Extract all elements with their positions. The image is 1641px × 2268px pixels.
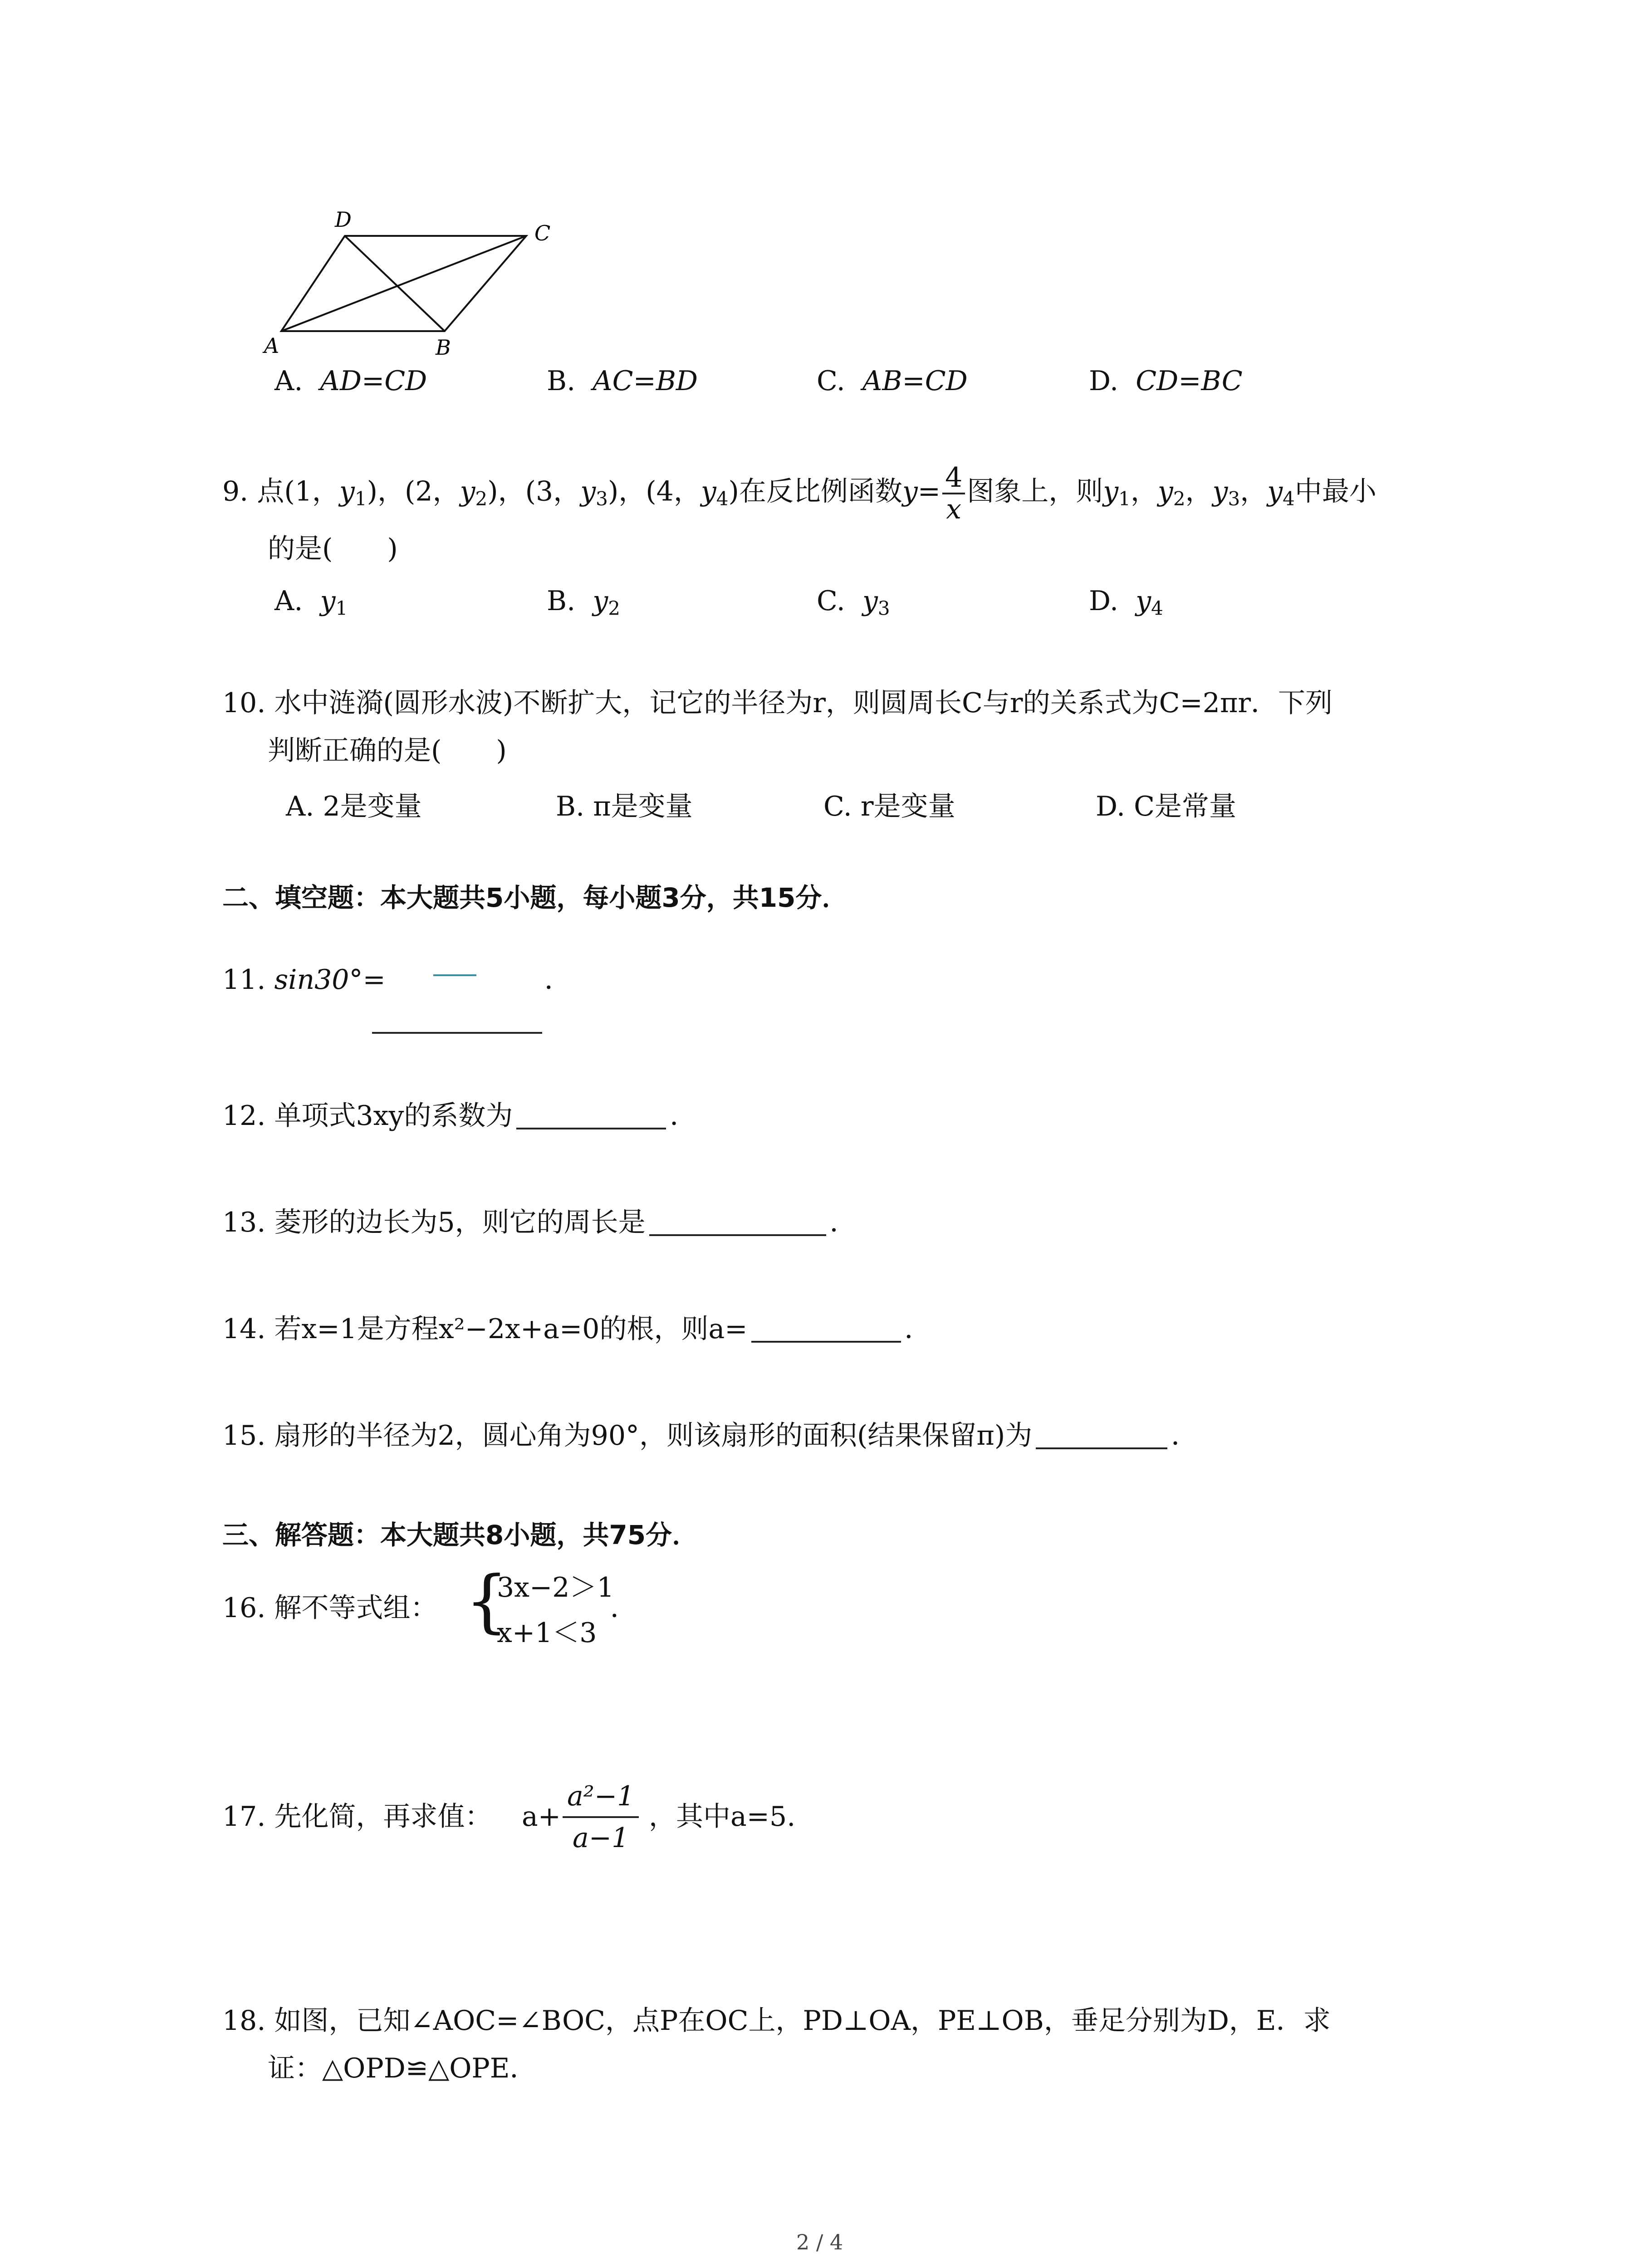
parallelogram-figure (254, 200, 581, 363)
q10-option-c: C. r是变量 (823, 791, 955, 822)
q18: 18. 如图，已知∠AOC=∠BOC，点P在OC上，PD⊥OA，PE⊥OB，垂足分别为D，E．求 (222, 2005, 1331, 2037)
q9-option-a: A. $y_1$ (274, 585, 348, 620)
q16-period: ． (610, 1592, 637, 1624)
q11: 11. sin30°= (222, 964, 386, 996)
q14-blank[interactable] (751, 1341, 901, 1343)
q9-stem-line2: 的是( ) (268, 533, 398, 565)
section-3-heading: 三、解答题：本大题共8小题，共75分． (222, 1520, 699, 1550)
q17-tail: ，其中a=5. (649, 1801, 796, 1833)
vertex-label-B: B (436, 335, 451, 360)
q17-fraction: a²−1 a−1 (563, 1783, 639, 1852)
q10-option-a: A. 2是变量 (286, 791, 422, 822)
q15: 15. 扇形的半径为2，圆心角为90°，则该扇形的面积(结果保留π)为 ． (222, 1420, 1199, 1452)
section-2-heading: 二、填空题：本大题共5小题，每小题3分，共15分． (222, 882, 848, 913)
q12: 12. 单项式3xy的系数为 ． (222, 1100, 697, 1132)
q11-answer-mark (433, 974, 476, 976)
vertex-label-A: A (264, 333, 279, 358)
q8-option-b: B. AC=BD (547, 365, 698, 397)
q13-blank[interactable] (649, 1234, 826, 1236)
q11-blank[interactable] (372, 1032, 542, 1034)
q16: 16. 解不等式组： (222, 1592, 438, 1624)
vertex-label-D: D (335, 207, 352, 232)
q15-blank[interactable] (1036, 1447, 1167, 1449)
q10-stem: 10. 水中涟漪(圆形水波)不断扩大，记它的半径为r，则圆周长C与r的关系式为C=2πr．下列 (222, 687, 1333, 719)
q9-option-b: B. $y_2$ (547, 585, 620, 620)
q9-stem: 9. 点(1，$y_1$)，(2，$y_2$)，(3，$y_3$)，(4，$y_4$)在反比例函数y= $\frac{4}{x}$ 图象上，则$y_1$，$y_2$，$y_3$，$y_4$中最小 (222, 462, 1376, 525)
q13: 13. 菱形的边长为5，则它的周长是 ． (222, 1207, 857, 1238)
q12-blank[interactable] (516, 1128, 666, 1129)
q9-option-d: D. $y_4$ (1089, 585, 1163, 620)
q18-line2: 证：△OPD≌△OPE． (268, 2053, 537, 2084)
q16-inequality-2: x+1＜3 (497, 1617, 597, 1649)
q17-lead: a+ (522, 1801, 561, 1833)
page-number: 2 / 4 (796, 2230, 843, 2254)
q16-brace: { (465, 1562, 509, 1641)
q14: 14. 若x=1是方程x²−2x+a=0的根，则a= ． (222, 1313, 932, 1345)
q16-inequality-1: 3x−2＞1 (497, 1572, 614, 1603)
vertex-label-C: C (534, 221, 551, 245)
q8-option-a: A. AD=CD (274, 365, 427, 397)
q11-period: ． (544, 964, 572, 996)
q17: 17. 先化简，再求值： (222, 1801, 492, 1833)
q10-option-d: D. C是常量 (1096, 791, 1237, 822)
q9-option-c: C. $y_3$ (817, 585, 890, 620)
q10-option-b: B. π是变量 (556, 791, 693, 822)
q10-stem-line2: 判断正确的是( ) (268, 735, 507, 767)
q8-option-c: C. AB=CD (817, 365, 968, 397)
q8-option-d: D. CD=BC (1089, 365, 1243, 397)
q9-fraction: $\frac{4}{x}$ (942, 463, 965, 524)
